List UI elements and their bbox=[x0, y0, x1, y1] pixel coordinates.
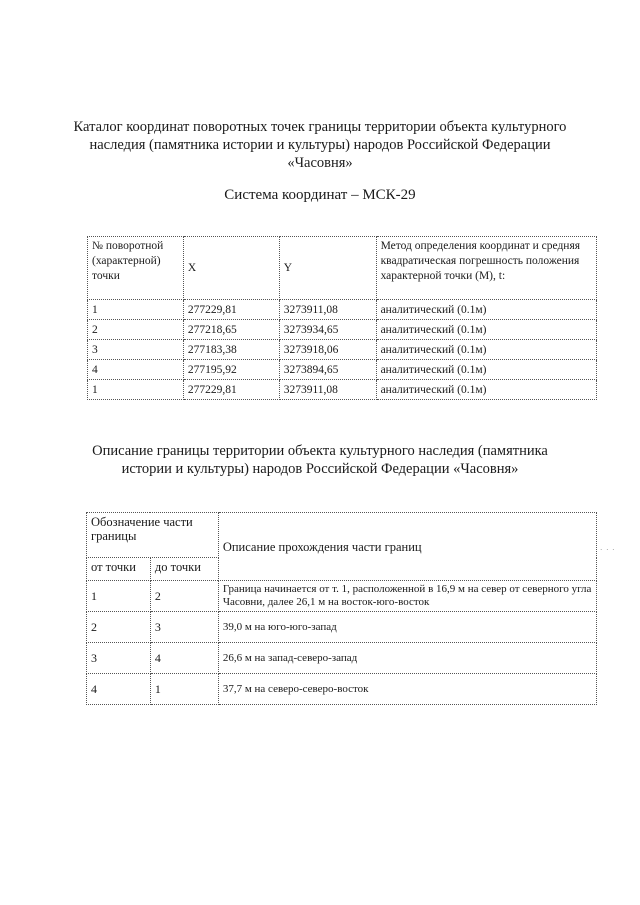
header-part: Обозначение части границы bbox=[87, 513, 219, 558]
header-desc: Описание прохождения части границ bbox=[218, 513, 596, 581]
cell-y: 3273934,65 bbox=[279, 320, 376, 340]
table-row bbox=[87, 674, 597, 705]
cell-to: 1 bbox=[150, 674, 218, 705]
cell-method: аналитический (0.1м) bbox=[376, 380, 596, 400]
boundary-description-table bbox=[86, 512, 597, 705]
cell-x: 277229,81 bbox=[183, 300, 279, 320]
cell-point: 1 bbox=[88, 300, 184, 320]
cell-method: аналитический (0.1м) bbox=[376, 320, 596, 340]
header-to: до точки bbox=[150, 558, 218, 581]
cell-x: 277218,65 bbox=[183, 320, 279, 340]
cell-y: 3273911,08 bbox=[279, 300, 376, 320]
table-row bbox=[88, 380, 597, 400]
cell-point: 3 bbox=[88, 340, 184, 360]
table-row bbox=[88, 320, 597, 340]
cell-x: 277229,81 bbox=[183, 380, 279, 400]
cell-y: 3273918,06 bbox=[279, 340, 376, 360]
cell-y: 3273911,08 bbox=[279, 380, 376, 400]
cell-desc: 26,6 м на запад-северо-запад bbox=[218, 643, 596, 674]
header-from: от точки bbox=[87, 558, 151, 581]
cell-from: 4 bbox=[87, 674, 151, 705]
header-method: Метод определения координат и средняя квадратическая погрешность положения характерной точки (М), t: bbox=[376, 237, 596, 300]
cell-y: 3273894,65 bbox=[279, 360, 376, 380]
table-row bbox=[87, 581, 597, 612]
cell-to: 4 bbox=[150, 643, 218, 674]
catalog-title: Каталог координат поворотных точек границы территории объекта культурного наследия (памятника истории и культуры) народов Российской Федерации «Часовня» bbox=[73, 119, 567, 171]
table-row bbox=[88, 300, 597, 320]
cell-desc: 39,0 м на юго-юго-запад bbox=[218, 612, 596, 643]
cell-method: аналитический (0.1м) bbox=[376, 340, 596, 360]
cell-method: аналитический (0.1м) bbox=[376, 300, 596, 320]
header-y: Y bbox=[279, 237, 376, 300]
cell-x: 277183,38 bbox=[183, 340, 279, 360]
cell-from: 3 bbox=[87, 643, 151, 674]
coordinates-header-row bbox=[88, 237, 597, 300]
table-row bbox=[87, 612, 597, 643]
cell-to: 2 bbox=[150, 581, 218, 612]
cell-from: 2 bbox=[87, 612, 151, 643]
coord-system: Система координат – МСК-29 bbox=[224, 187, 416, 203]
cell-x: 277195,92 bbox=[183, 360, 279, 380]
description-title: Описание границы территории объекта культурного наследия (памятника истории и культуры) народов Российской Федерации «Часовня» bbox=[92, 443, 548, 477]
table-row bbox=[87, 643, 597, 674]
header-x: X bbox=[183, 237, 279, 300]
cell-point: 2 bbox=[88, 320, 184, 340]
cell-desc: 37,7 м на северо-северо-восток bbox=[218, 674, 596, 705]
cell-to: 3 bbox=[150, 612, 218, 643]
cell-method: аналитический (0.1м) bbox=[376, 360, 596, 380]
cell-point: 4 bbox=[88, 360, 184, 380]
cell-point: 1 bbox=[88, 380, 184, 400]
description-header-row bbox=[87, 513, 597, 558]
cell-from: 1 bbox=[87, 581, 151, 612]
coordinates-table bbox=[87, 236, 597, 400]
scan-mark: · · · bbox=[600, 546, 616, 554]
table-row bbox=[88, 360, 597, 380]
header-point: № поворотной (характерной) точки bbox=[88, 237, 184, 300]
cell-desc: Граница начинается от т. 1, расположенной в 16,9 м на север от северного угла Часовни, далее 26,1 м на восток-юго-восток bbox=[218, 581, 596, 612]
table-row bbox=[88, 340, 597, 360]
